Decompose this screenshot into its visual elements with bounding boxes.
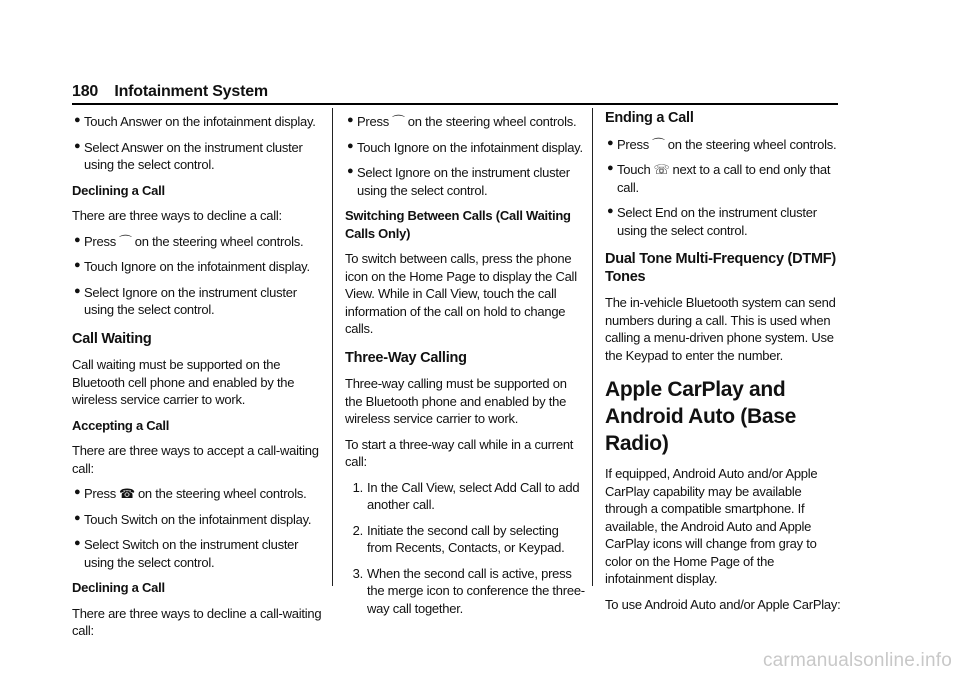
hangup-icon: ⌒: [391, 114, 405, 129]
bullet-icon: ●: [347, 165, 354, 177]
bullet-icon: ●: [74, 284, 81, 297]
list-item: ● Press ☎ on the steering wheel controls.: [74, 486, 307, 501]
column-divider: [592, 108, 593, 586]
paragraph: The in-vehicle Bluetooth system can send numbers during a call. This is used when calling a menu-driven phone system. Use the Keypad to enter the number.: [605, 295, 836, 363]
list-item: ● Touch ☏ next to a call to end only that call.: [607, 162, 831, 195]
bullet-icon: ●: [74, 537, 81, 549]
list-item: ● Press ⌒ on the steering wheel controls.: [607, 136, 837, 152]
list-item: ● Press ⌒ on the steering wheel controls.: [74, 233, 304, 249]
declining-heading-2: Declining a Call: [72, 580, 165, 595]
end-call-icon: ☏: [653, 162, 670, 177]
paragraph: If equipped, Android Auto and/or Apple CarPlay capability may be available through a compatible smartphone. If available, the Android Auto and Apple CarPlay icons will change from gray to color on the Home Page of the infotainment display.: [605, 466, 818, 586]
ending-heading: Ending a Call: [605, 110, 694, 126]
column-divider: [332, 108, 333, 586]
paragraph: Call waiting must be supported on the Bluetooth cell phone and enabled by the wireless service carrier to work.: [72, 357, 295, 407]
hangup-icon: ⌒: [651, 136, 665, 152]
call-waiting-heading: Call Waiting: [72, 330, 152, 347]
watermark: carmanualsonline.info: [762, 650, 952, 671]
page-number: 180: [72, 83, 99, 100]
accepting-heading: Accepting a Call: [72, 417, 170, 433]
list-item: ● Touch Ignore on the infotainment display.: [347, 139, 583, 155]
phone-icon: ☎: [118, 486, 135, 501]
list-item: 1. In the Call View, select Add Call to add another call.: [345, 479, 585, 514]
hangup-icon: ⌒: [118, 233, 132, 249]
three-way-heading: Three-Way Calling: [345, 349, 467, 366]
list-item: 3. When the second call is active, press the merge icon to conference the three-way call together.: [345, 565, 585, 618]
carplay-heading: Apple CarPlay and Android Auto (Base Radio): [605, 378, 796, 455]
step-number: 2.: [352, 522, 363, 538]
list-item: ● Select Ignore on the instrument cluster using the select control.: [74, 284, 297, 317]
bullet-icon: ●: [74, 511, 81, 524]
list-item: ● Touch Switch on the infotainment display.: [74, 511, 312, 527]
bullet-icon: ●: [74, 259, 81, 271]
declining-heading: Declining a Call: [72, 182, 165, 198]
bullet-icon: ●: [347, 114, 354, 126]
list-item: ● Press ⌒ on the steering wheel controls.: [347, 114, 577, 129]
list-item: ● Touch Answer on the infotainment display.: [74, 114, 316, 129]
bullet-icon: ●: [607, 205, 614, 217]
bullet-icon: ●: [607, 162, 614, 174]
list-item: ● Select Ignore on the instrument cluster using the select control.: [347, 165, 570, 198]
column-1: [72, 108, 322, 648]
paragraph: There are three ways to decline a call:: [72, 208, 282, 223]
paragraph: To start a three-way call while in a current call:: [345, 436, 574, 469]
header-rule: [72, 103, 838, 105]
switching-heading: Switching Between Calls (Call Waiting Calls Only): [345, 208, 571, 241]
list-item: ● Touch Ignore on the infotainment display.: [74, 259, 310, 274]
list-item: 2. Initiate the second call by selecting from Recents, Contacts, or Keypad.: [345, 522, 585, 557]
bullet-icon: ●: [74, 486, 81, 498]
dtmf-heading: Dual Tone Multi-Frequency (DTMF) Tones: [605, 251, 836, 285]
paragraph: There are three ways to decline a call-waiting call:: [72, 605, 322, 638]
list-item: ● Select Switch on the instrument cluster using the select control.: [74, 537, 299, 570]
step-number: 3.: [352, 565, 363, 581]
paragraph: There are three ways to accept a call-waiting call:: [72, 443, 319, 476]
bullet-icon: ●: [607, 136, 614, 149]
paragraph: To use Android Auto and/or Apple CarPlay:: [605, 596, 841, 612]
bullet-icon: ●: [74, 233, 81, 246]
bullet-icon: ●: [347, 139, 354, 152]
step-number: 1.: [352, 479, 363, 495]
bullet-icon: ●: [74, 114, 81, 126]
paragraph: Three-way calling must be supported on the Bluetooth phone and enabled by the wireless service carrier to work.: [345, 376, 567, 426]
bullet-icon: ●: [74, 139, 81, 152]
page-header: [72, 83, 268, 101]
column-2: [345, 108, 585, 625]
column-3: [605, 108, 843, 621]
paragraph: To switch between calls, press the phone icon on the Home Page to display the Call View. While in Call View, touch the call information of the call on hold to change calls.: [345, 251, 577, 336]
list-item: ● Select Answer on the instrument cluster using the select control.: [74, 139, 303, 172]
list-item: ● Select End on the instrument cluster using the select control.: [607, 205, 817, 238]
section-title: Infotainment System: [114, 83, 268, 100]
